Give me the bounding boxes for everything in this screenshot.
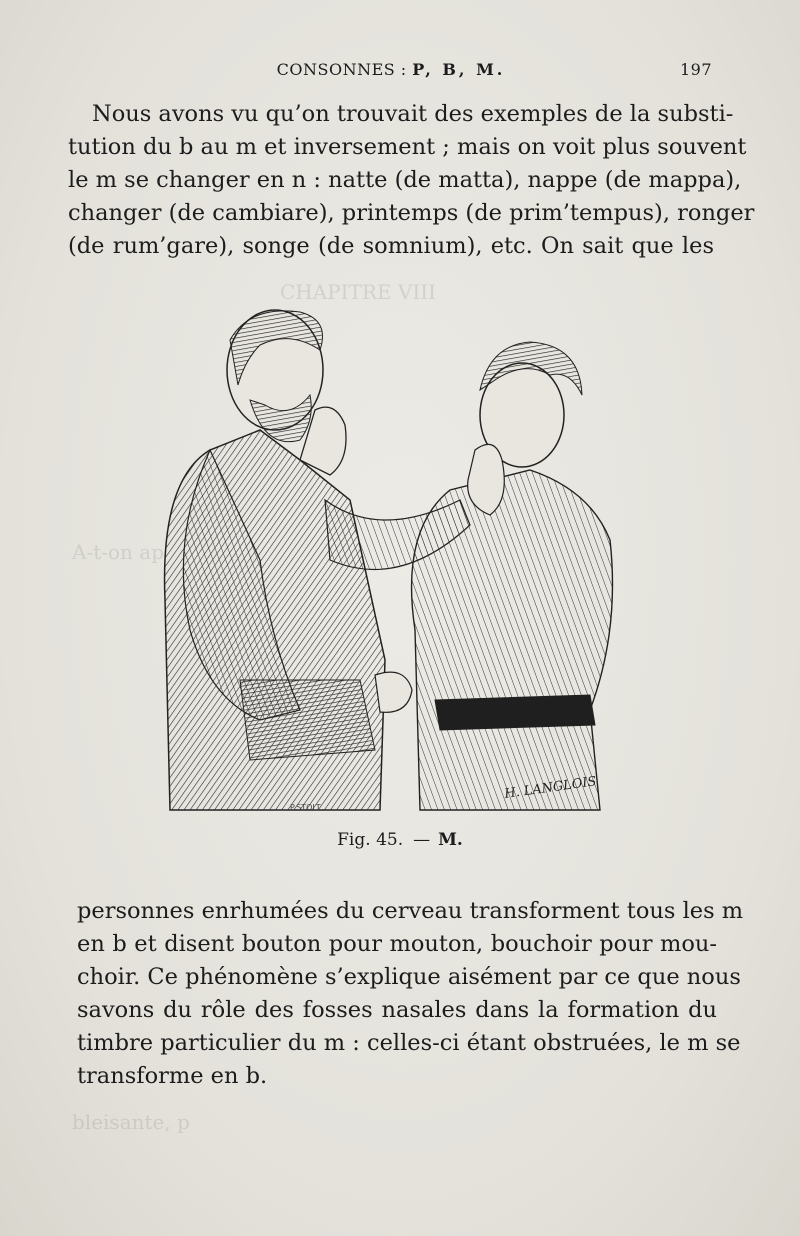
bleed-through-text: CHAPITRE VIII bbox=[280, 280, 437, 304]
text-line: en b et disent bouton pour mouton, bouchoir pour mou- bbox=[77, 931, 717, 957]
text-line: changer (de cambiare), printemps (de prim’tempus), ronger bbox=[68, 200, 755, 226]
caption-label: Fig. 45. bbox=[337, 830, 404, 850]
text-line: personnes enrhumées du cerveau transforment tous les m bbox=[77, 898, 744, 924]
text-line: transforme en b. bbox=[77, 1063, 268, 1089]
text-line: timbre particulier du m : celles-ci étant obstruées, le m se bbox=[77, 1030, 741, 1056]
caption-dash: — bbox=[413, 830, 431, 850]
text-line: tution du b au m et inversement ; mais on voit plus souvent bbox=[68, 134, 747, 160]
caption-letter: M. bbox=[438, 830, 463, 850]
running-head-letters: P, B, M. bbox=[412, 60, 506, 79]
engraver-mark: P.STOLT bbox=[290, 803, 321, 812]
page-number: 197 bbox=[679, 60, 712, 79]
paragraph-top bbox=[68, 98, 755, 263]
bleed-through-text: A-t-on ap bbox=[72, 540, 165, 564]
text-line: savons du rôle des fosses nasales dans la formation du bbox=[77, 997, 717, 1023]
text-line: choir. Ce phénomène s’explique aisément par ce que nous bbox=[77, 964, 741, 990]
engraving-illustration bbox=[150, 300, 630, 820]
text-line: le m se changer en n : natte (de matta), nappe (de mappa), bbox=[68, 167, 742, 193]
running-head-section: CONSONNES : bbox=[276, 60, 407, 79]
artist-signature: H. LANGLOIS bbox=[503, 774, 598, 802]
boy-figure bbox=[412, 342, 613, 810]
paragraph-bottom bbox=[77, 895, 744, 1093]
figure-caption bbox=[0, 830, 800, 850]
text-line: (de rum’gare), songe (de somnium), etc. On sait que les bbox=[68, 233, 714, 259]
running-head bbox=[70, 60, 712, 86]
bleed-through-text: bleisante, p bbox=[72, 1110, 190, 1134]
running-head-title bbox=[70, 60, 712, 79]
text-line: Nous avons vu qu’on trouvait des exemples de la substi- bbox=[92, 101, 734, 127]
